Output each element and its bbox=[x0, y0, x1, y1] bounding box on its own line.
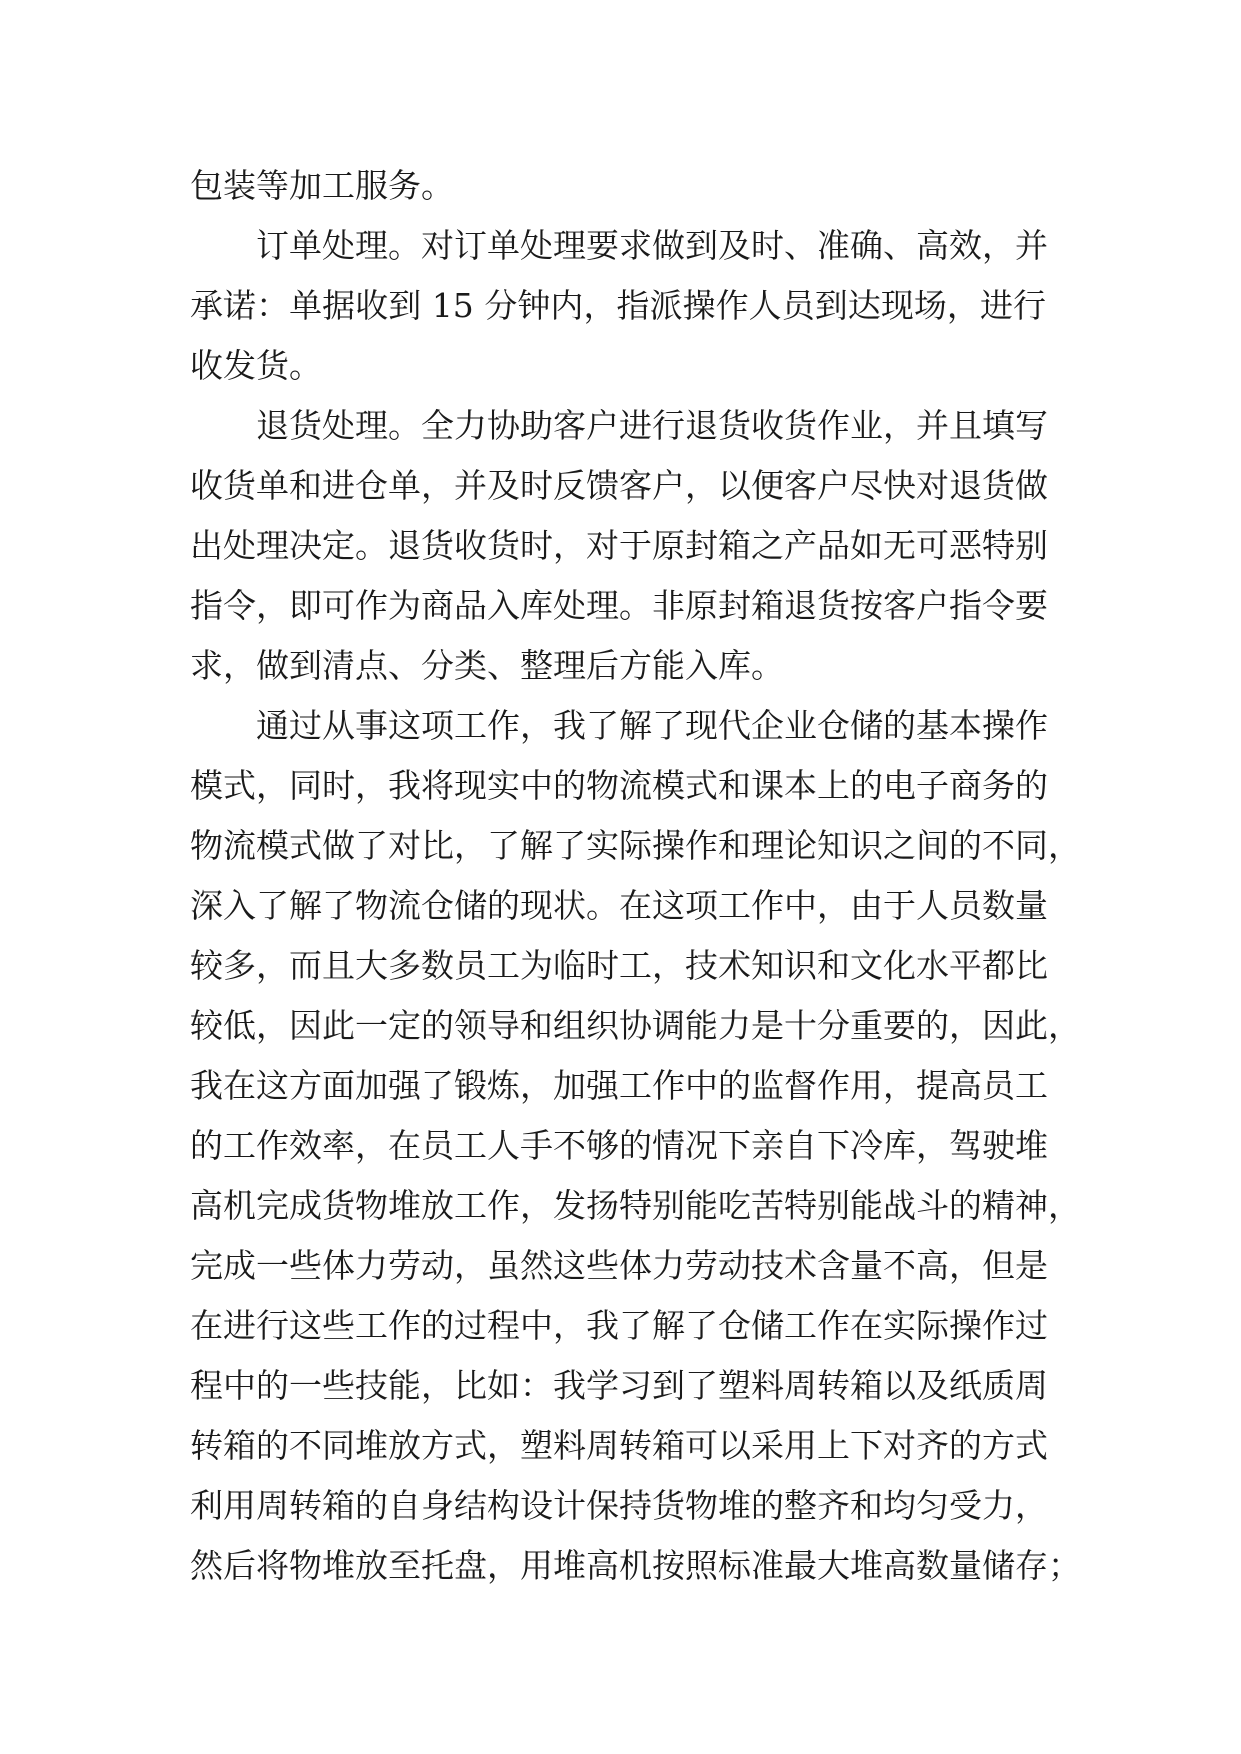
text-line: 的工作效率，在员工人手不够的情况下亲自下冷库，驾驶堆 bbox=[190, 1126, 1048, 1165]
paragraph bbox=[190, 696, 1081, 1596]
text-line: 模式，同时，我将现实中的物流模式和课本上的电子商务的 bbox=[190, 766, 1048, 805]
text-line: 订单处理。对订单处理要求做到及时、准确、高效，并 bbox=[256, 226, 1048, 265]
paragraph bbox=[190, 156, 1046, 216]
text-line: 在进行这些工作的过程中，我了解了仓储工作在实际操作过 bbox=[190, 1306, 1048, 1345]
text-line: 退货处理。全力协助客户进行退货收货作业，并且填写 bbox=[256, 406, 1048, 445]
text-line: 指令，即可作为商品入库处理。非原封箱退货按客户指令要 bbox=[190, 586, 1048, 625]
text-line: 出处理决定。退货收货时，对于原封箱之产品如无可恶特别 bbox=[190, 526, 1048, 565]
text-line: 物流模式做了对比，了解了实际操作和理论知识之间的不同， bbox=[190, 826, 1081, 865]
text-line: 转箱的不同堆放方式，塑料周转箱可以采用上下对齐的方式 bbox=[190, 1426, 1048, 1465]
text-line: 深入了解了物流仓储的现状。在这项工作中，由于人员数量 bbox=[190, 886, 1048, 925]
text-line: 通过从事这项工作，我了解了现代企业仓储的基本操作 bbox=[256, 706, 1048, 745]
paragraph bbox=[190, 396, 1046, 696]
text-line: 求，做到清点、分类、整理后方能入库。 bbox=[190, 646, 784, 685]
text-line: 我在这方面加强了锻炼，加强工作中的监督作用，提高员工 bbox=[190, 1066, 1048, 1105]
document-body bbox=[190, 156, 1081, 1596]
text-line: 较多，而且大多数员工为临时工，技术知识和文化水平都比 bbox=[190, 946, 1048, 985]
text-line: 程中的一些技能，比如：我学习到了塑料周转箱以及纸质周 bbox=[190, 1366, 1048, 1405]
text-line: 包装等加工服务。 bbox=[190, 166, 454, 205]
text-line: 完成一些体力劳动，虽然这些体力劳动技术含量不高，但是 bbox=[190, 1246, 1048, 1285]
text-line: 然后将物堆放至托盘，用堆高机按照标准最大堆高数量储存； bbox=[190, 1546, 1081, 1585]
paragraph bbox=[190, 216, 1046, 396]
text-line: 较低，因此一定的领导和组织协调能力是十分重要的，因此， bbox=[190, 1006, 1081, 1045]
text-line: 收货单和进仓单，并及时反馈客户，以便客户尽快对退货做 bbox=[190, 466, 1048, 505]
text-line: 收发货。 bbox=[190, 346, 322, 385]
text-line: 承诺：单据收到 15 分钟内，指派操作人员到达现场，进行 bbox=[190, 286, 1046, 325]
text-line: 高机完成货物堆放工作，发扬特别能吃苦特别能战斗的精神， bbox=[190, 1186, 1081, 1225]
text-line: 利用周转箱的自身结构设计保持货物堆的整齐和均匀受力， bbox=[190, 1486, 1048, 1525]
